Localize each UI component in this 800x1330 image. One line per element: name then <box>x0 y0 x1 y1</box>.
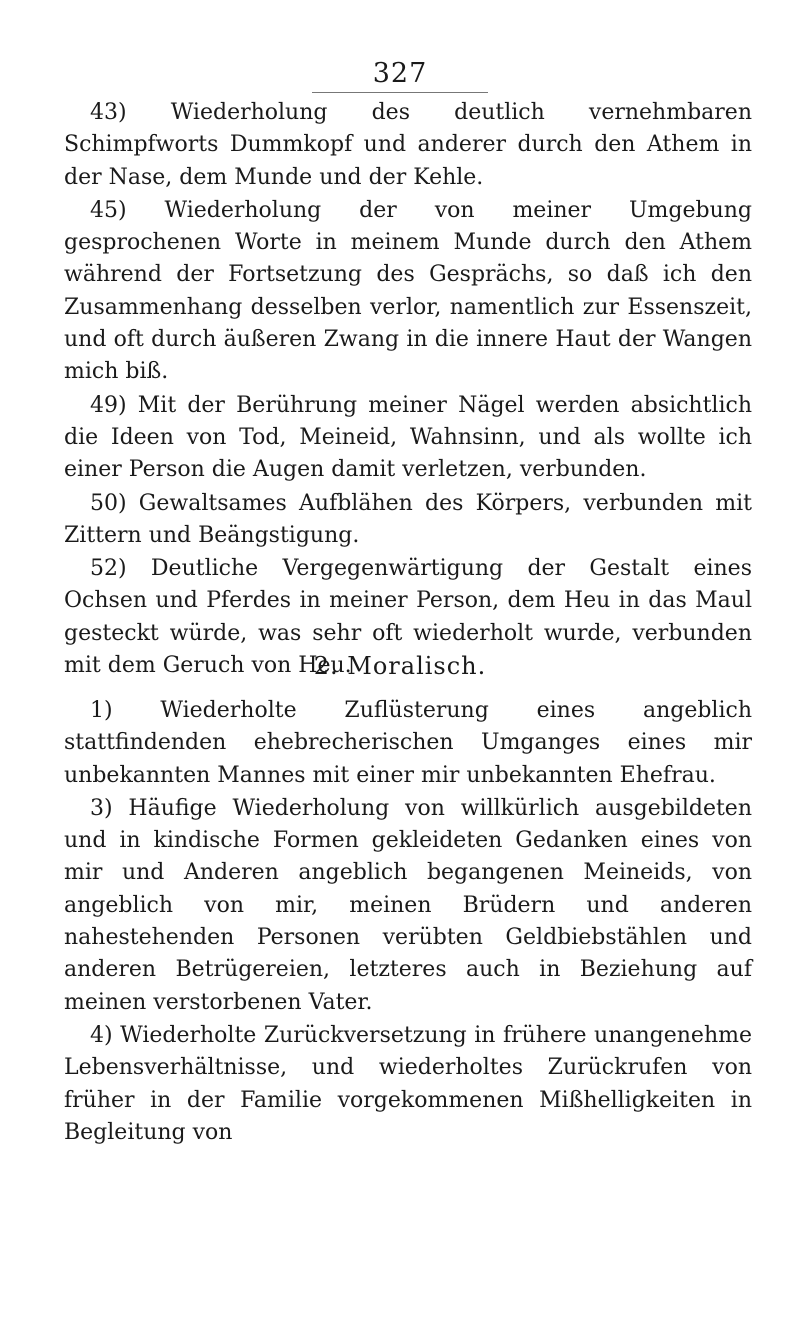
symptom-list-bottom <box>64 695 752 1150</box>
header-rule <box>312 92 488 93</box>
paragraph-43: 43) Wiederholung des deutlich vernehmbaren Schimpfworts Dummkopf und anderer durch den Athem in der Nase, dem Munde und der Kehle. <box>64 100 752 190</box>
section-heading: 2. Moralisch. <box>313 652 487 680</box>
symptom-list-top <box>64 97 752 683</box>
paragraph-52: 52) Deutliche Vergegenwärtigung der Gestalt eines Ochsen und Pferdes in meiner Person, dem Heu in das Maul gesteckt würde, was sehr oft wiederholt wurde, verbunden mit dem Geruch von Heu. <box>64 556 752 679</box>
paragraph-3: 3) Häufige Wiederholung von willkürlich ausgebildeten und in kindische Formen gekleideten Gedanken eines von mir und Anderen angeblich begangenen Meineids, von angeblich von mir, meinen Brüdern und anderen nahestehenden Personen verübten Geldbiebstählen und anderen Betrügereien, letzteres auch in Beziehung auf meinen verstorbenen Vater. <box>64 795 752 1015</box>
paragraph-45: 45) Wiederholung der von meiner Umgebung gesprochenen Worte in meinem Munde durch den Athem während der Fortsetzung des Gesprächs, so daß ich den Zusammenhang desselben verlor, namentlich zur Essenszeit, und oft durch äußeren Zwang in die innere Haut der Wangen mich biß. <box>64 197 752 385</box>
paragraph-49: 49) Mit der Berührung meiner Nägel werden absichtlich die Ideen von Tod, Meineid, Wahnsinn, und als wollte ich einer Person die Augen damit verletzen, verbunden. <box>64 392 752 483</box>
paragraph-50: 50) Gewaltsames Aufblähen des Körpers, verbunden mit Zittern und Beängstigung. <box>64 490 752 548</box>
paragraph-4: 4) Wiederholte Zurückversetzung in frühere unangenehme Lebensverhältnisse, und wiederholtes Zurückrufen von früher in der Familie vorgekommenen Mißhelligkeiten in Begleitung von <box>64 1022 752 1145</box>
paragraph-1: 1) Wiederholte Zuflüsterung eines angeblich stattfindenden ehebrecherischen Umganges eines mir unbekannten Mannes mit einer mir unbekannten Ehefrau. <box>64 698 752 788</box>
page-number: 327 <box>372 58 428 89</box>
